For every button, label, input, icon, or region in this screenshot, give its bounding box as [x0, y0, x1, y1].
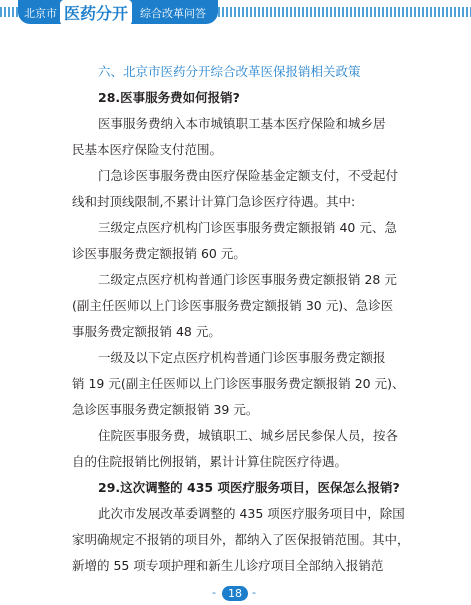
paragraph-line: 新增的 55 项专项护理和新生儿诊疗项目全部纳入报销范 — [72, 558, 384, 573]
paragraph-line: 自的住院报销比例报销，累计计算住院医疗待遇。 — [72, 454, 348, 469]
paragraph-line: 事服务费定额报销 48 元。 — [72, 324, 221, 339]
paragraph-line: (副主任医师以上门诊医事服务费定额报销 30 元)、急诊医 — [72, 298, 394, 313]
question-heading: 29.这次调整的 435 项医疗服务项目，医保怎么报销? — [98, 480, 400, 495]
paragraph-line: 二级定点医疗机构普通门诊医事服务费定额报销 28 元 — [98, 272, 397, 287]
paragraph-line: 销 19 元(副主任医师以上门诊医事服务费定额报销 20 元)、 — [72, 376, 405, 391]
paragraph-line: 住院医事服务费，城镇职工、城乡居民参保人员，按各 — [98, 428, 399, 443]
paragraph-line: 诊医事服务费定额报销 60 元。 — [72, 246, 246, 261]
header-subtitle: 综合改革问答 — [140, 7, 206, 20]
paragraph-line: 线和封顶线限制,不累计计算门急诊医疗待遇。其中: — [72, 194, 356, 209]
page-number: 18 — [222, 586, 248, 601]
section-title: 六、北京市医药分开综合改革医保报销相关政策 — [98, 64, 361, 79]
paragraph-line: 此次市发展改革委调整的 435 项医疗服务项目中，除国 — [98, 506, 405, 521]
page-number-dash-left: - — [212, 586, 216, 599]
paragraph-line: 民基本医疗保险支付范围。 — [72, 142, 223, 157]
paragraph-line: 急诊医事服务费定额报销 39 元。 — [72, 402, 259, 417]
question-heading: 28.医事服务费如何报销? — [98, 90, 240, 105]
header-logo: 医药分开 — [60, 0, 132, 25]
paragraph-line: 一级及以下定点医疗机构普通门诊医事服务费定额报 — [98, 350, 386, 365]
page-header — [0, 0, 471, 26]
page-number-dash-right: - — [252, 586, 256, 599]
header-city: 北京市 — [24, 7, 57, 20]
paragraph-line: 门急诊医事服务费由医疗保险基金定额支付，不受起付 — [98, 168, 399, 183]
header-stripes-left — [0, 7, 20, 17]
header-stripes-right — [218, 7, 471, 17]
paragraph-line: 家明确规定不报销的项目外，都纳入了医保报销范围。其中， — [72, 532, 410, 547]
paragraph-line: 三级定点医疗机构门诊医事服务费定额报销 40 元、急 — [98, 220, 397, 235]
paragraph-line: 医事服务费纳入本市城镇职工基本医疗保险和城乡居 — [98, 116, 386, 131]
